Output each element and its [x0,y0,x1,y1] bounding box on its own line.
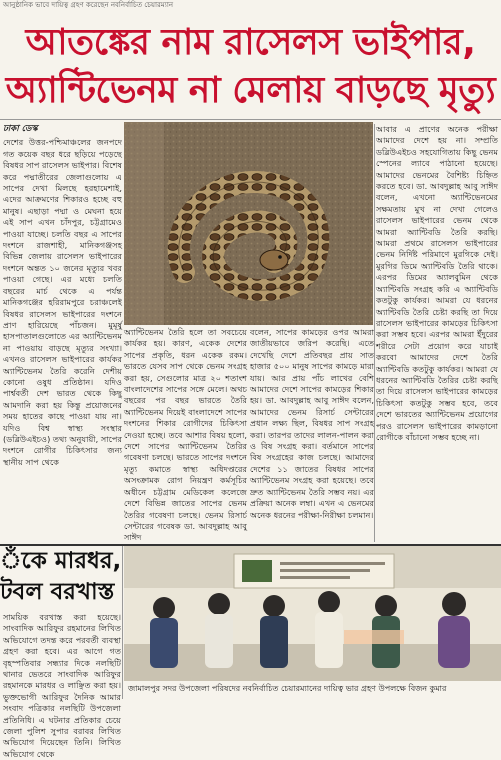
headline-line-1: আতঙ্কের নাম রাসেলস ভাইপার, [25,22,476,63]
byline: ঢাকা ডেস্ক [3,124,38,134]
top-strip-text: আনুষ্ঠানিক ভাবে দায়িত্ব গ্রহণ করেছেন নবনির্বাচিত চেয়ারম্যান [3,1,174,9]
headline-divider [0,119,501,120]
snake-illustration [124,122,373,325]
meeting-photo [124,546,501,681]
bottom-column-divider [122,546,123,699]
second-headline-line-2: টবল বরখাস্ত [0,579,115,605]
article-column-5 [3,612,121,759]
article-column-1 [3,124,122,544]
article-column-2 [124,327,247,543]
article-column-4 [376,124,498,543]
article-column-3 [250,327,374,543]
column-3-text: বলেন, সাপের কামড়ের ওপর আমরা জাতীয়ভাবে জরিপ করেছি। এতে দেখেছি দেশে প্রতিবছর প্রায় সাত হাজার ৫০০ মানুষ সাপের কামড়ে মারা যায়। আর প্রায় পাঁচ লাখের বেশি আমাদের দেশে সাপের কামড়ের শিকার হয়। ডা. আবদুল্লাহ আবু সাঈদ বলেন, আমাদের ভেনম রিসার্চ সেন্টারের প্রধান লক্ষ্য ছিল, বিষধর সাপ সংগ্রহ করা। তারপর তাদের লালন-পালন করা ও বিষ সংগ্রহ করা। বর্তমানে সাপের বিষ সংগ্রহের কাজ চলছে। আমাদের দেশের ১১ জাতের বিষধর সাপের অ্যান্টিভেনম সংগ্রহ করা হয়েছে। তবে দ্রুত অ্যান্টিভেনম তৈরি সম্ভব নয়। এর প্রক্রিয়া অনেক লম্বা। এখন এ ভেনমের অনেক ধরনের পরীক্ষা-নিরীক্ষা চলমান। [250,327,374,520]
column-divider [374,124,375,542]
headline-line-2: অ্যান্টিভেনম না মেলায় বাড়ছে মৃত্যু [5,70,496,111]
russells-viper-photo [124,122,373,325]
column-4-text: আবার এ প্রাণের অনেক পরীক্ষা আমাদের দেশে হয় না। সম্প্রতি ডব্লিউএইচও সহযোগিতায় কিছু ভেনম স্পেনের ল্যাবে পাঠানো হয়েছে। আমাদের ভেনমের বৈশিষ্ট্য চিহ্নিত করতে হবে। ডা. আবদুল্লাহ আবু সাঈদ বলেন, এখনো অ্যান্টিভেনমের সক্ষমতায় মুখ না দেখা গেলেও রাসেলস ভাইপারের ভেনম থেকে আমরা অ্যান্টিবডি তৈরি করছি। আমরা প্রথমে রাসেলস ভাইপারের ভেনম নির্দিষ্ট পরিমাণে মুরগিকে দেই। মুরগির ডিমে অ্যান্টিবডি তৈরি থাকে। এরপর ডিমের অ্যালবুমিন থেকে অ্যান্টিবডি সংগ্রহ করি এ অ্যান্টিবডি কতটুকু কার্যকর। আমরা যে ধরনের অ্যান্টিবডি তৈরি চেষ্টা করছি তা দিয়ে রাসেলস ভাইপারের কামড়ের চিকিৎসা করা সম্ভব হবে। এরপর আমরা ইঁদুরের শরীরে সেটা প্রয়োগ করে যাচাই করবো আমাদের দেশে তৈরি অ্যান্টিবডি কতটুকু কার্যকর। আমরা যে ধরনের অ্যান্টিবডি তৈরির চেষ্টা করছি তা দিয়ে রাসেলস ভাইপারের কামড়ের চিকিৎসা কতটুকু সম্ভব হবে, তবে দেশে ভারতের অ্যান্টিভেনম প্রয়োগের পরও রাসেলস ভাইপারের কামড়ানো রোগীকে বাঁচানো সম্ভব হচ্ছে না। [376,124,498,442]
column-2-text: অ্যান্টিভেনম তৈরি হলে তা সবচেয়ে কার্যকর হয়। কারণ, একেক দেশের সাপের প্রকৃতি, ধরন একেক রকম। ভারতে যেসব সাপ থেকে ভেনম সংগ্রহ করা হয়, সেগুলোর মাত্র ২০ শতাংশ বাংলাদেশের সাপের সঙ্গে মেলে। অথচ বছরের পর বছর ভারতে তৈরি অ্যান্টিভেনম দিয়েই বাংলাদেশে সাপের দংশনের শিকার রোগীদের চিকিৎসা দেওয়া হচ্ছে। তবে আশার বিষয় হলো, দেশে সাপের অ্যান্টিভেনম তৈরির গবেষণা চলছে। ভারতে সাপের দংশনে মৃত্যু কমাতে স্বাস্থ্য অধিদপ্তরের অসংক্রামক রোগ নিয়ন্ত্রণ কর্মসূচির অধীনে চট্টগ্রাম মেডিকেল কলেজে দেশে বিভিন্ন জাতের সাপের ভেনম তৈরির গবেষণা চলছে। ভেনম রিসার্চ সেন্টারের গবেষক ডা. আবদুল্লাহ আবু সাঈদ [124,327,247,543]
second-headline-line-1: ঁকে মারধর, [0,548,122,574]
column-5-text: সাময়িক বরখাস্ত করা হয়েছে। সাংবাদিক আরিফুর রহমানের লিখিত অভিযোগে তদন্ত করে পরবর্তী ব্যবস্থা গ্রহণ করা হবে। এর আগে গত বৃহস্পতিবার সন্ধ্যার দিকে নলছিটি থানার ভেতরে সাংবাদিক আরিফুর রহমানকে মারধর ও লাঞ্ছিত করা হয়। ভুক্তভোগী আরিফুর দৈনিক আমার সংবাদ পত্রিকার নলছিটি উপজেলা প্রতিনিধি। এ ঘটনার প্রতিকার চেয়ে জেলা পুলিশ সুপার বরাবর লিখিত অভিযোগ দিয়েছেন তিনি। লিখিত অভিযোগ থেকে [3,612,121,759]
column-1-text: দেশের উত্তর-পশ্চিমাঞ্চলের জনপদে গত কয়েক বছর ধরে ছড়িয়ে পড়েছে বিষধর সাপ রাসেলস ভাইপার। বিশেষ করে পদ্মাতীরের জেলাগুলোয় এ সাপের দেখা মিলছে হরহামেশাই, এদের আক্রমণের শিকারও হচ্ছে বহু মানুষ। এছাড়া পদ্মা ও মেঘনা হয়ে এই সাপ এখন চাঁদপুর, চট্টগ্রামেও পাওয়া যাচ্ছে। চলতি বছর এ সাপের দংশনে রাজশাহী, মানিকগঞ্জসহ বিভিন্ন জেলায় রাসেলস ভাইপারের দংশনে অন্তত ১০ জনের মৃত্যুর খবর পাওয়া গেছে। এর মধ্যে চলতি বছরের মার্চ থেকে এ পর্যন্ত মানিকগঞ্জের হরিরামপুরে চরাঞ্চলেই বিষধর রাসেলস ভাইপারের দংশনে প্রাণ হারিয়েছে পাঁচজন। মুমূর্ষু হাসপাতালগুলোতে এর অ্যান্টিভেনম না পাওয়ায় বাড়ছে মৃত্যুর সংখ্যা। এখনও রাসেলস ভাইপারের কার্যকর অ্যান্টিভেনম তৈরি করেনি দেশীয় কোনো ওষুধ প্রতিষ্ঠান। যদিও পার্শ্ববর্তী দেশ ভারত থেকে কিছু আমদানি করা হয় কিন্তু প্রয়োজনের সময় হাতের কাছে পাওয়া যায় না। যদিও বিশ্ব স্বাস্থ্য সংস্থার (ডব্লিউএইচও) তথ্য অনুযায়ী, সাপের দংশনে রোগীর চিকিৎসার জন্য স্থানীয় সাপ থেকে [3,137,122,467]
photo-caption: জামালপুর সদর উপজেলা পরিষদের নবনির্বাচিত চেয়ারম্যানের দায়িত্ব ভার গ্রহণ উপলক্ষে বিজন কুমার [128,684,447,693]
meeting-illustration [124,546,501,681]
second-headline [0,546,121,607]
